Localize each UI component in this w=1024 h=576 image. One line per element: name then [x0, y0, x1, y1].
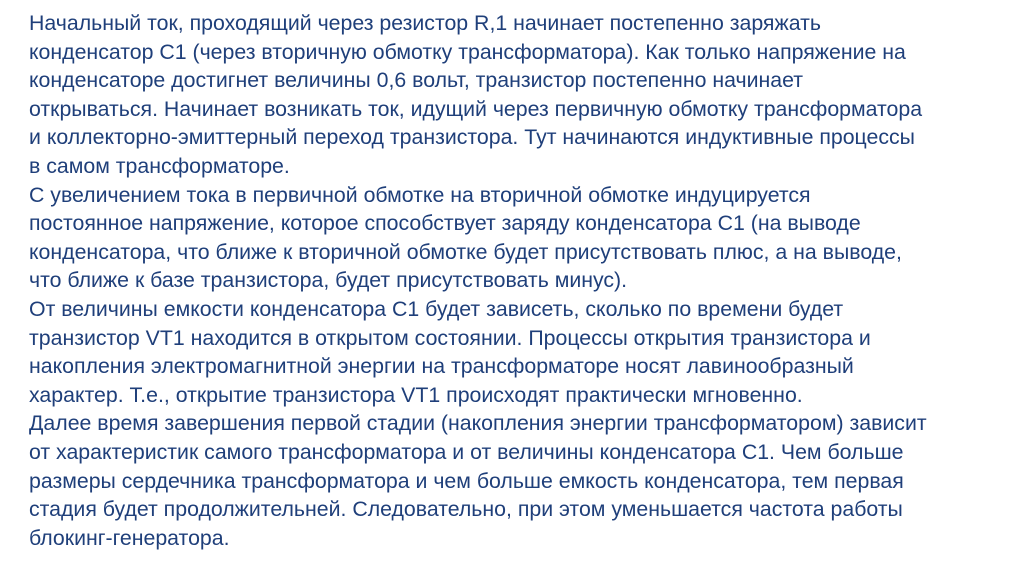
- text-line: блокинг-генератора.: [29, 525, 230, 550]
- text-line: С увеличением тока в первичной обмотке на вторичной обмотке индуцируется: [29, 182, 811, 207]
- text-line: конденсаторе достигнет величины 0,6 вольт, транзистор постепенно начинает: [29, 68, 803, 93]
- text-line: что ближе к базе транзистора, будет присутствовать минус).: [29, 268, 628, 293]
- text-line: размеры сердечника трансформатора и чем больше емкость конденсатора, тем первая: [29, 468, 904, 493]
- text-line: Далее время завершения первой стадии (накопления энергии трансформатором) зависит: [29, 411, 927, 436]
- text-line: характер. Т.е., открытие транзистора VT1 происходят практически мгновенно.: [29, 382, 803, 407]
- text-line: от характеристик самого трансформатора и от величины конденсатора С1. Чем больше: [29, 439, 904, 464]
- text-line: и коллекторно-эмиттерный переход транзистора. Тут начинаются индуктивные процессы: [29, 125, 915, 150]
- text-line: транзистор VT1 находится в открытом состоянии. Процессы открытия транзистора и: [29, 325, 871, 350]
- text-line: конденсатор С1 (через вторичную обмотку трансформатора). Как только напряжение на: [29, 39, 906, 64]
- text-line: Начальный ток, проходящий через резистор R,1 начинает постепенно заряжать: [29, 11, 821, 35]
- text-line: в самом трансформаторе.: [29, 153, 290, 178]
- text-line: накопления электромагнитной энергии на трансформаторе носят лавинообразный: [29, 354, 854, 379]
- text-line: От величины емкости конденсатора С1 будет зависеть, сколько по времени будет: [29, 296, 844, 321]
- text-line: постоянное напряжение, которое способствует заряду конденсатора С1 (на выводе: [29, 211, 861, 236]
- text-line: стадия будет продолжительней. Следовательно, при этом уменьшается частота работы: [29, 497, 903, 522]
- text-line: открываться. Начинает возникать ток, идущий через первичную обмотку трансформатора: [29, 96, 923, 121]
- text-line: конденсатора, что ближе к вторичной обмотке будет присутствовать плюс, а на выводе,: [29, 239, 902, 264]
- body-text: [29, 9, 1019, 552]
